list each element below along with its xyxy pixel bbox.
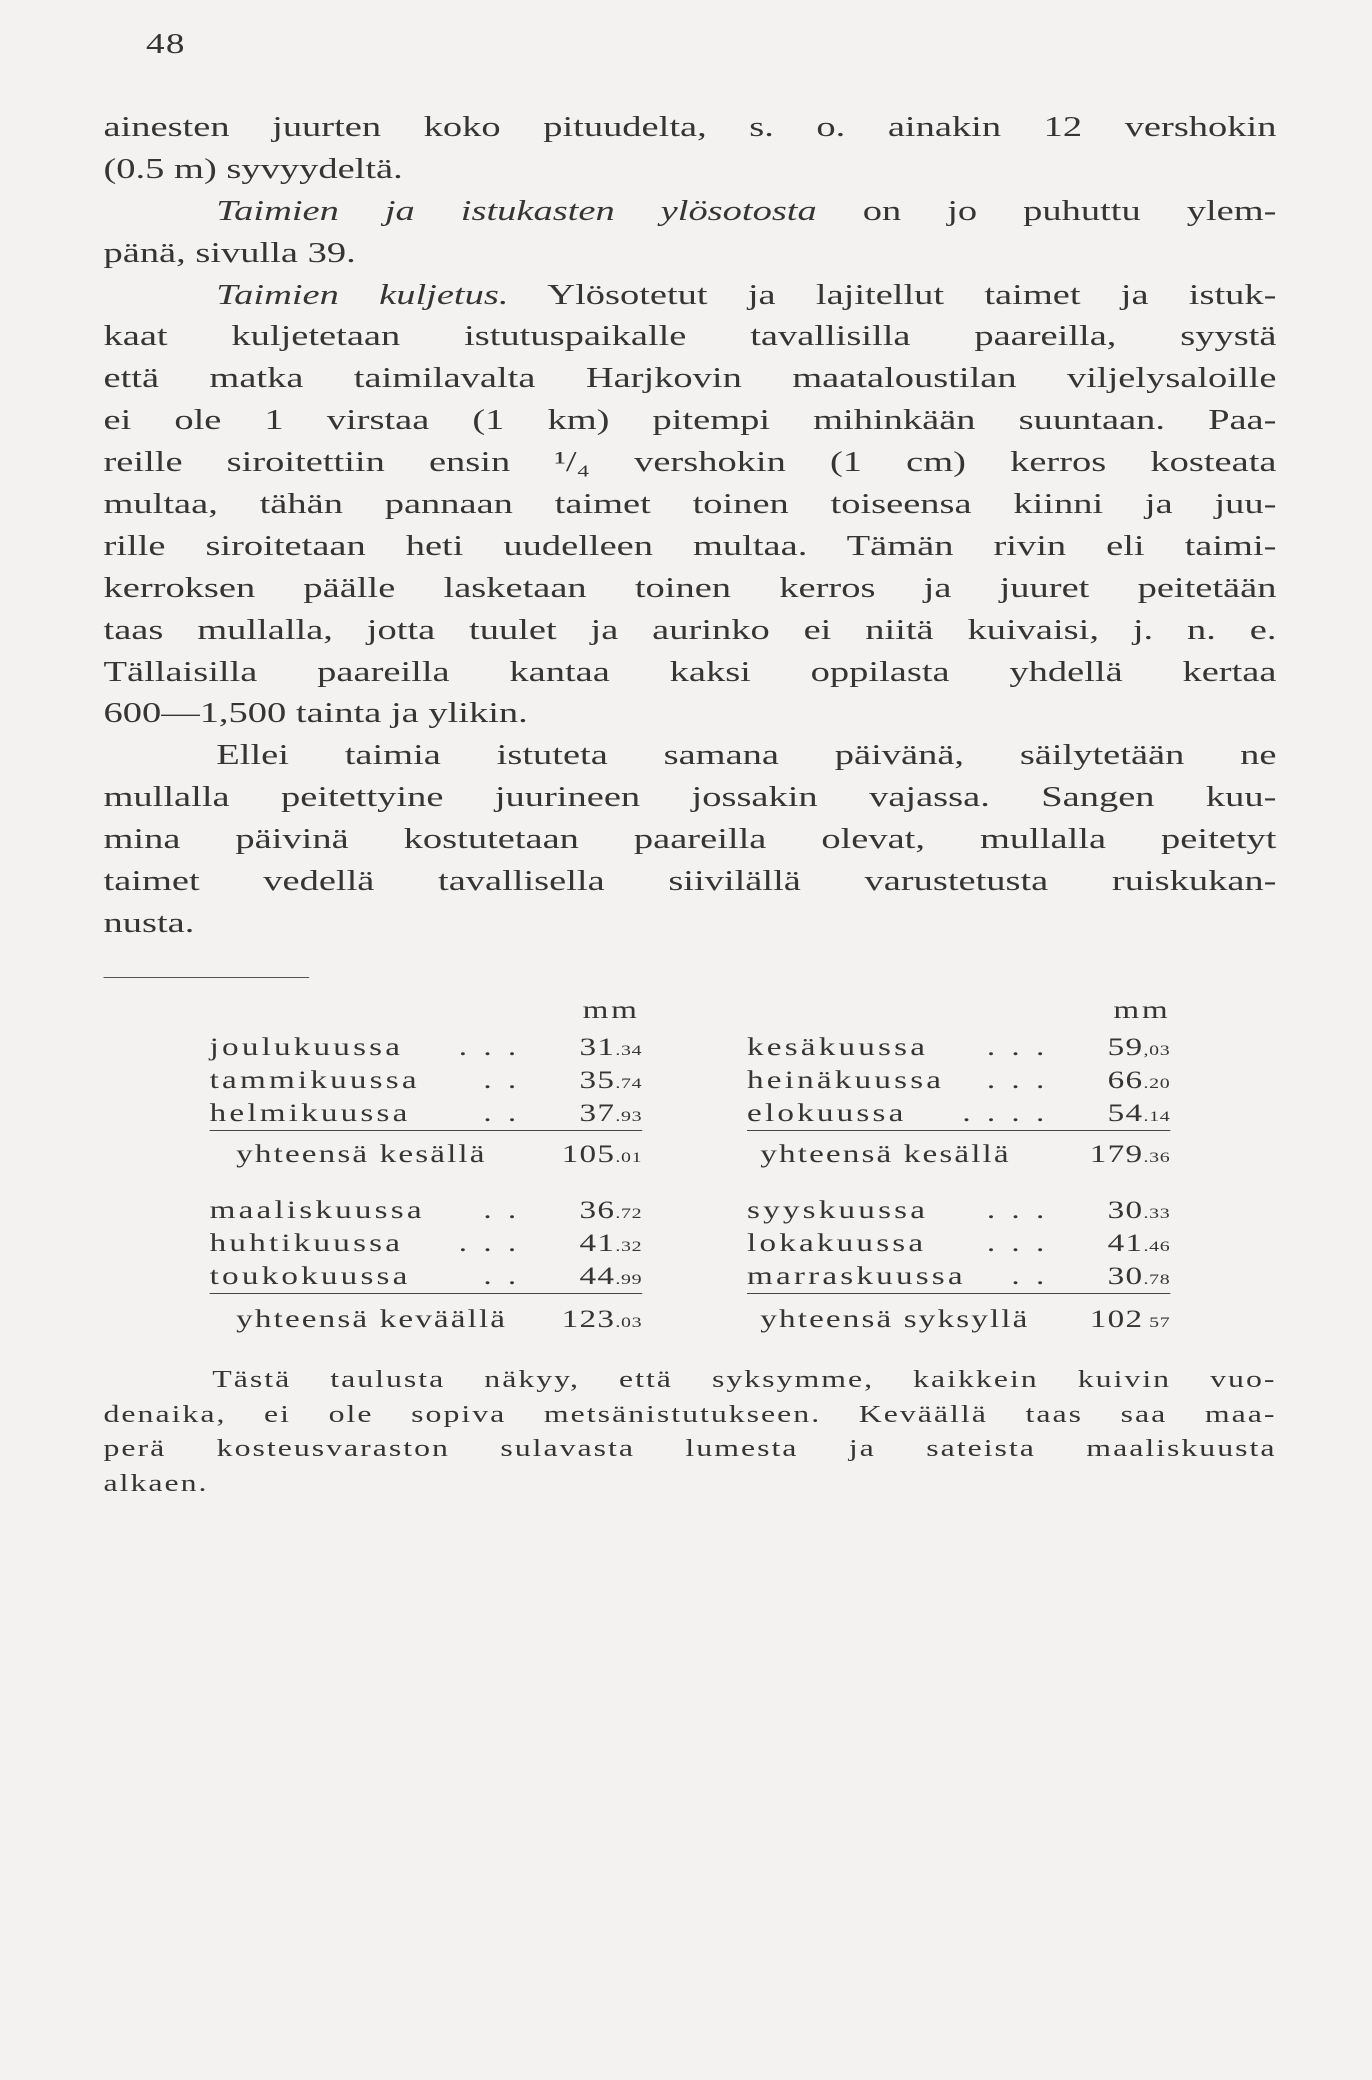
month-label: elokuussa — [747, 1100, 907, 1127]
value-whole: 30 — [1107, 1197, 1144, 1224]
month-label: syyskuussa — [747, 1197, 929, 1224]
table-row — [210, 1227, 643, 1260]
rainfall-value — [1088, 1194, 1170, 1231]
total-label: yhteensä syksyllä — [760, 1306, 1030, 1333]
value-decimal: .33 — [1143, 1206, 1171, 1222]
unit-header-left: mm — [582, 997, 640, 1024]
rainfall-value — [1088, 1031, 1170, 1068]
text-line: nusta. — [103, 906, 195, 939]
table-row — [210, 1194, 643, 1227]
total-value — [1090, 1303, 1171, 1340]
leader-dots: . . — [483, 1263, 521, 1290]
table-row — [210, 1260, 643, 1293]
text-line: pänä, sivulla 39. — [103, 236, 356, 269]
rainfall-value — [560, 1064, 642, 1101]
rainfall-value — [560, 1260, 642, 1297]
table-row — [747, 1097, 1170, 1130]
value-whole: 35 — [579, 1067, 616, 1094]
table-row — [210, 1031, 643, 1064]
month-label: marraskuussa — [747, 1263, 966, 1290]
total-label: yhteensä kesällä — [760, 1141, 1011, 1168]
value-whole: 54 — [1107, 1100, 1144, 1127]
total-value — [562, 1303, 643, 1340]
rainfall-value — [1088, 1260, 1170, 1297]
leader-dots: . . . — [986, 1067, 1049, 1094]
value-whole: 37 — [579, 1100, 616, 1127]
italic-heading: Taimien ja istukasten ylösotosta — [216, 194, 817, 227]
text-line: että matka taimilavalta Harjkovin maataloustilan viljelysaloille — [103, 362, 1277, 395]
table-block-right-bottom — [747, 1194, 1170, 1336]
value-whole: 105 — [561, 1141, 616, 1168]
value-whole: 59 — [1107, 1034, 1144, 1061]
value-whole: 123 — [561, 1306, 616, 1333]
italic-heading: Taimien kuljetus. — [216, 278, 509, 311]
leader-dots: . . . — [458, 1034, 521, 1061]
table-row — [747, 1064, 1170, 1097]
text-line: Tällaisilla paareilla kantaa kaksi oppilasta yhdellä kertaa — [103, 655, 1277, 688]
value-decimal: .72 — [615, 1206, 643, 1222]
table-total-row — [747, 1138, 1170, 1171]
value-decimal: .34 — [615, 1043, 643, 1059]
rainfall-value — [1088, 1227, 1170, 1264]
text-line: taimet vedellä tavallisella siivilällä varustetusta ruiskukan- — [103, 865, 1277, 898]
rainfall-value — [1088, 1097, 1170, 1134]
value-decimal: .36 — [1143, 1150, 1171, 1166]
value-decimal: .32 — [615, 1239, 643, 1255]
leader-dots: . . — [483, 1067, 521, 1094]
value-decimal: ,03 — [1143, 1043, 1171, 1059]
body-text — [103, 107, 1276, 945]
month-label: kesäkuussa — [747, 1034, 929, 1061]
month-label: heinäkuussa — [747, 1067, 945, 1094]
table-row — [747, 1031, 1170, 1064]
value-whole: 36 — [579, 1197, 616, 1224]
text-line: (0.5 m) syvyydeltä. — [103, 152, 403, 185]
text-run: on jo puhuttu ylem- — [862, 194, 1277, 227]
value-whole: 41 — [1107, 1230, 1144, 1257]
table-row — [210, 1064, 643, 1097]
table-total-row — [747, 1303, 1170, 1336]
value-decimal: .14 — [1143, 1109, 1171, 1125]
leader-dots: . . — [483, 1100, 521, 1127]
unit-header-right: mm — [1113, 997, 1171, 1024]
rainfall-value — [560, 1227, 642, 1264]
month-label: tammikuussa — [209, 1067, 420, 1094]
value-decimal: .20 — [1143, 1076, 1171, 1092]
note-line: perä kosteusvaraston sulavasta lumesta ja sateista maaliskuusta — [103, 1436, 1277, 1463]
leader-dots: . . . . — [962, 1100, 1049, 1127]
text-line — [103, 191, 1276, 233]
total-value — [562, 1138, 643, 1175]
value-whole: 31 — [579, 1034, 616, 1061]
footnote-divider — [103, 977, 309, 978]
value-whole: 30 — [1107, 1263, 1144, 1290]
rainfall-value — [560, 1194, 642, 1231]
value-whole: 179 — [1089, 1141, 1144, 1168]
value-whole: 41 — [579, 1230, 616, 1257]
text-run: Ylösotetut ja lajitellut taimet ja istuk- — [547, 278, 1277, 311]
month-label: toukokuussa — [209, 1263, 411, 1290]
total-label: yhteensä keväällä — [236, 1306, 508, 1333]
total-value — [1090, 1138, 1171, 1175]
leader-dots: . . . — [986, 1197, 1049, 1224]
value-whole: 44 — [579, 1263, 616, 1290]
text-line: ainesten juurten koko pituudelta, s. o. ainakin 12 vershokin — [103, 111, 1277, 143]
text-line: taas mullalla, jotta tuulet ja aurinko ei niitä kuivaisi, j. n. e. — [103, 613, 1277, 646]
value-decimal: 57 — [1143, 1315, 1171, 1331]
leader-dots: . . . — [986, 1034, 1049, 1061]
value-decimal: .01 — [615, 1150, 643, 1166]
value-decimal: .78 — [1143, 1272, 1171, 1288]
text-line: Ellei taimia istuteta samana päivänä, säilytetään ne — [216, 739, 1277, 772]
table-block-left-bottom — [210, 1194, 643, 1336]
table-row — [747, 1227, 1170, 1260]
value-decimal: .03 — [615, 1315, 643, 1331]
value-decimal: .46 — [1143, 1239, 1171, 1255]
rainfall-value — [560, 1031, 642, 1068]
leader-dots: . . . — [458, 1230, 521, 1257]
month-label: helmikuussa — [209, 1100, 411, 1127]
text-line: rille siroitetaan heti uudelleen multaa. Tämän rivin eli taimi- — [103, 529, 1277, 562]
text-line: kaat kuljetetaan istutuspaikalle tavallisilla paareilla, syystä — [103, 320, 1277, 353]
value-decimal: .93 — [615, 1109, 643, 1125]
note-line: alkaen. — [103, 1471, 209, 1498]
value-whole: 102 — [1089, 1306, 1144, 1333]
table-total-row — [210, 1138, 643, 1171]
month-label: huhtikuussa — [209, 1230, 404, 1257]
footnote-paragraph — [103, 1363, 1276, 1502]
month-label: maaliskuussa — [209, 1197, 425, 1224]
page-number: 48 — [145, 29, 186, 60]
text-line: ei ole 1 virstaa (1 km) pitempi mihinkään suuntaan. Paa- — [103, 404, 1277, 437]
text-line: mina päivinä kostutetaan paareilla olevat, mullalla peitetyt — [103, 823, 1277, 856]
value-decimal: .99 — [615, 1272, 643, 1288]
value-decimal: .74 — [615, 1076, 643, 1092]
text-line: multaa, tähän pannaan taimet toinen toiseensa kiinni ja juu- — [103, 488, 1277, 521]
table-row — [210, 1097, 643, 1130]
text-line: reille siroitettiin ensin ¹/₄ vershokin (1 cm) kerros kosteata — [103, 446, 1277, 479]
month-label: joulukuussa — [209, 1034, 404, 1061]
table-block-left-top — [210, 1031, 643, 1171]
table-row — [747, 1194, 1170, 1227]
leader-dots: . . . — [986, 1230, 1049, 1257]
text-line — [103, 275, 1276, 317]
leader-dots: . . — [1011, 1263, 1049, 1290]
table-row — [747, 1260, 1170, 1293]
total-label: yhteensä kesällä — [236, 1141, 487, 1168]
leader-dots: . . — [483, 1197, 521, 1224]
rainfall-value — [560, 1097, 642, 1134]
note-line: Tästä taulusta näkyy, että syksymme, kaikkein kuivin vuo- — [212, 1367, 1277, 1393]
note-line: denaika, ei ole sopiva metsänistutukseen. Keväällä taas saa maa- — [103, 1401, 1277, 1428]
text-line: kerroksen päälle lasketaan toinen kerros ja juuret peitetään — [103, 571, 1277, 604]
text-line: mullalla peitettyine juurineen jossakin vajassa. Sangen kuu- — [103, 781, 1277, 814]
table-total-row — [210, 1303, 643, 1336]
table-block-right-top — [747, 1031, 1170, 1171]
text-line: 600—1,500 tainta ja ylikin. — [103, 697, 528, 730]
month-label: lokakuussa — [747, 1230, 927, 1257]
rainfall-value — [1088, 1064, 1170, 1101]
value-whole: 66 — [1107, 1067, 1144, 1094]
